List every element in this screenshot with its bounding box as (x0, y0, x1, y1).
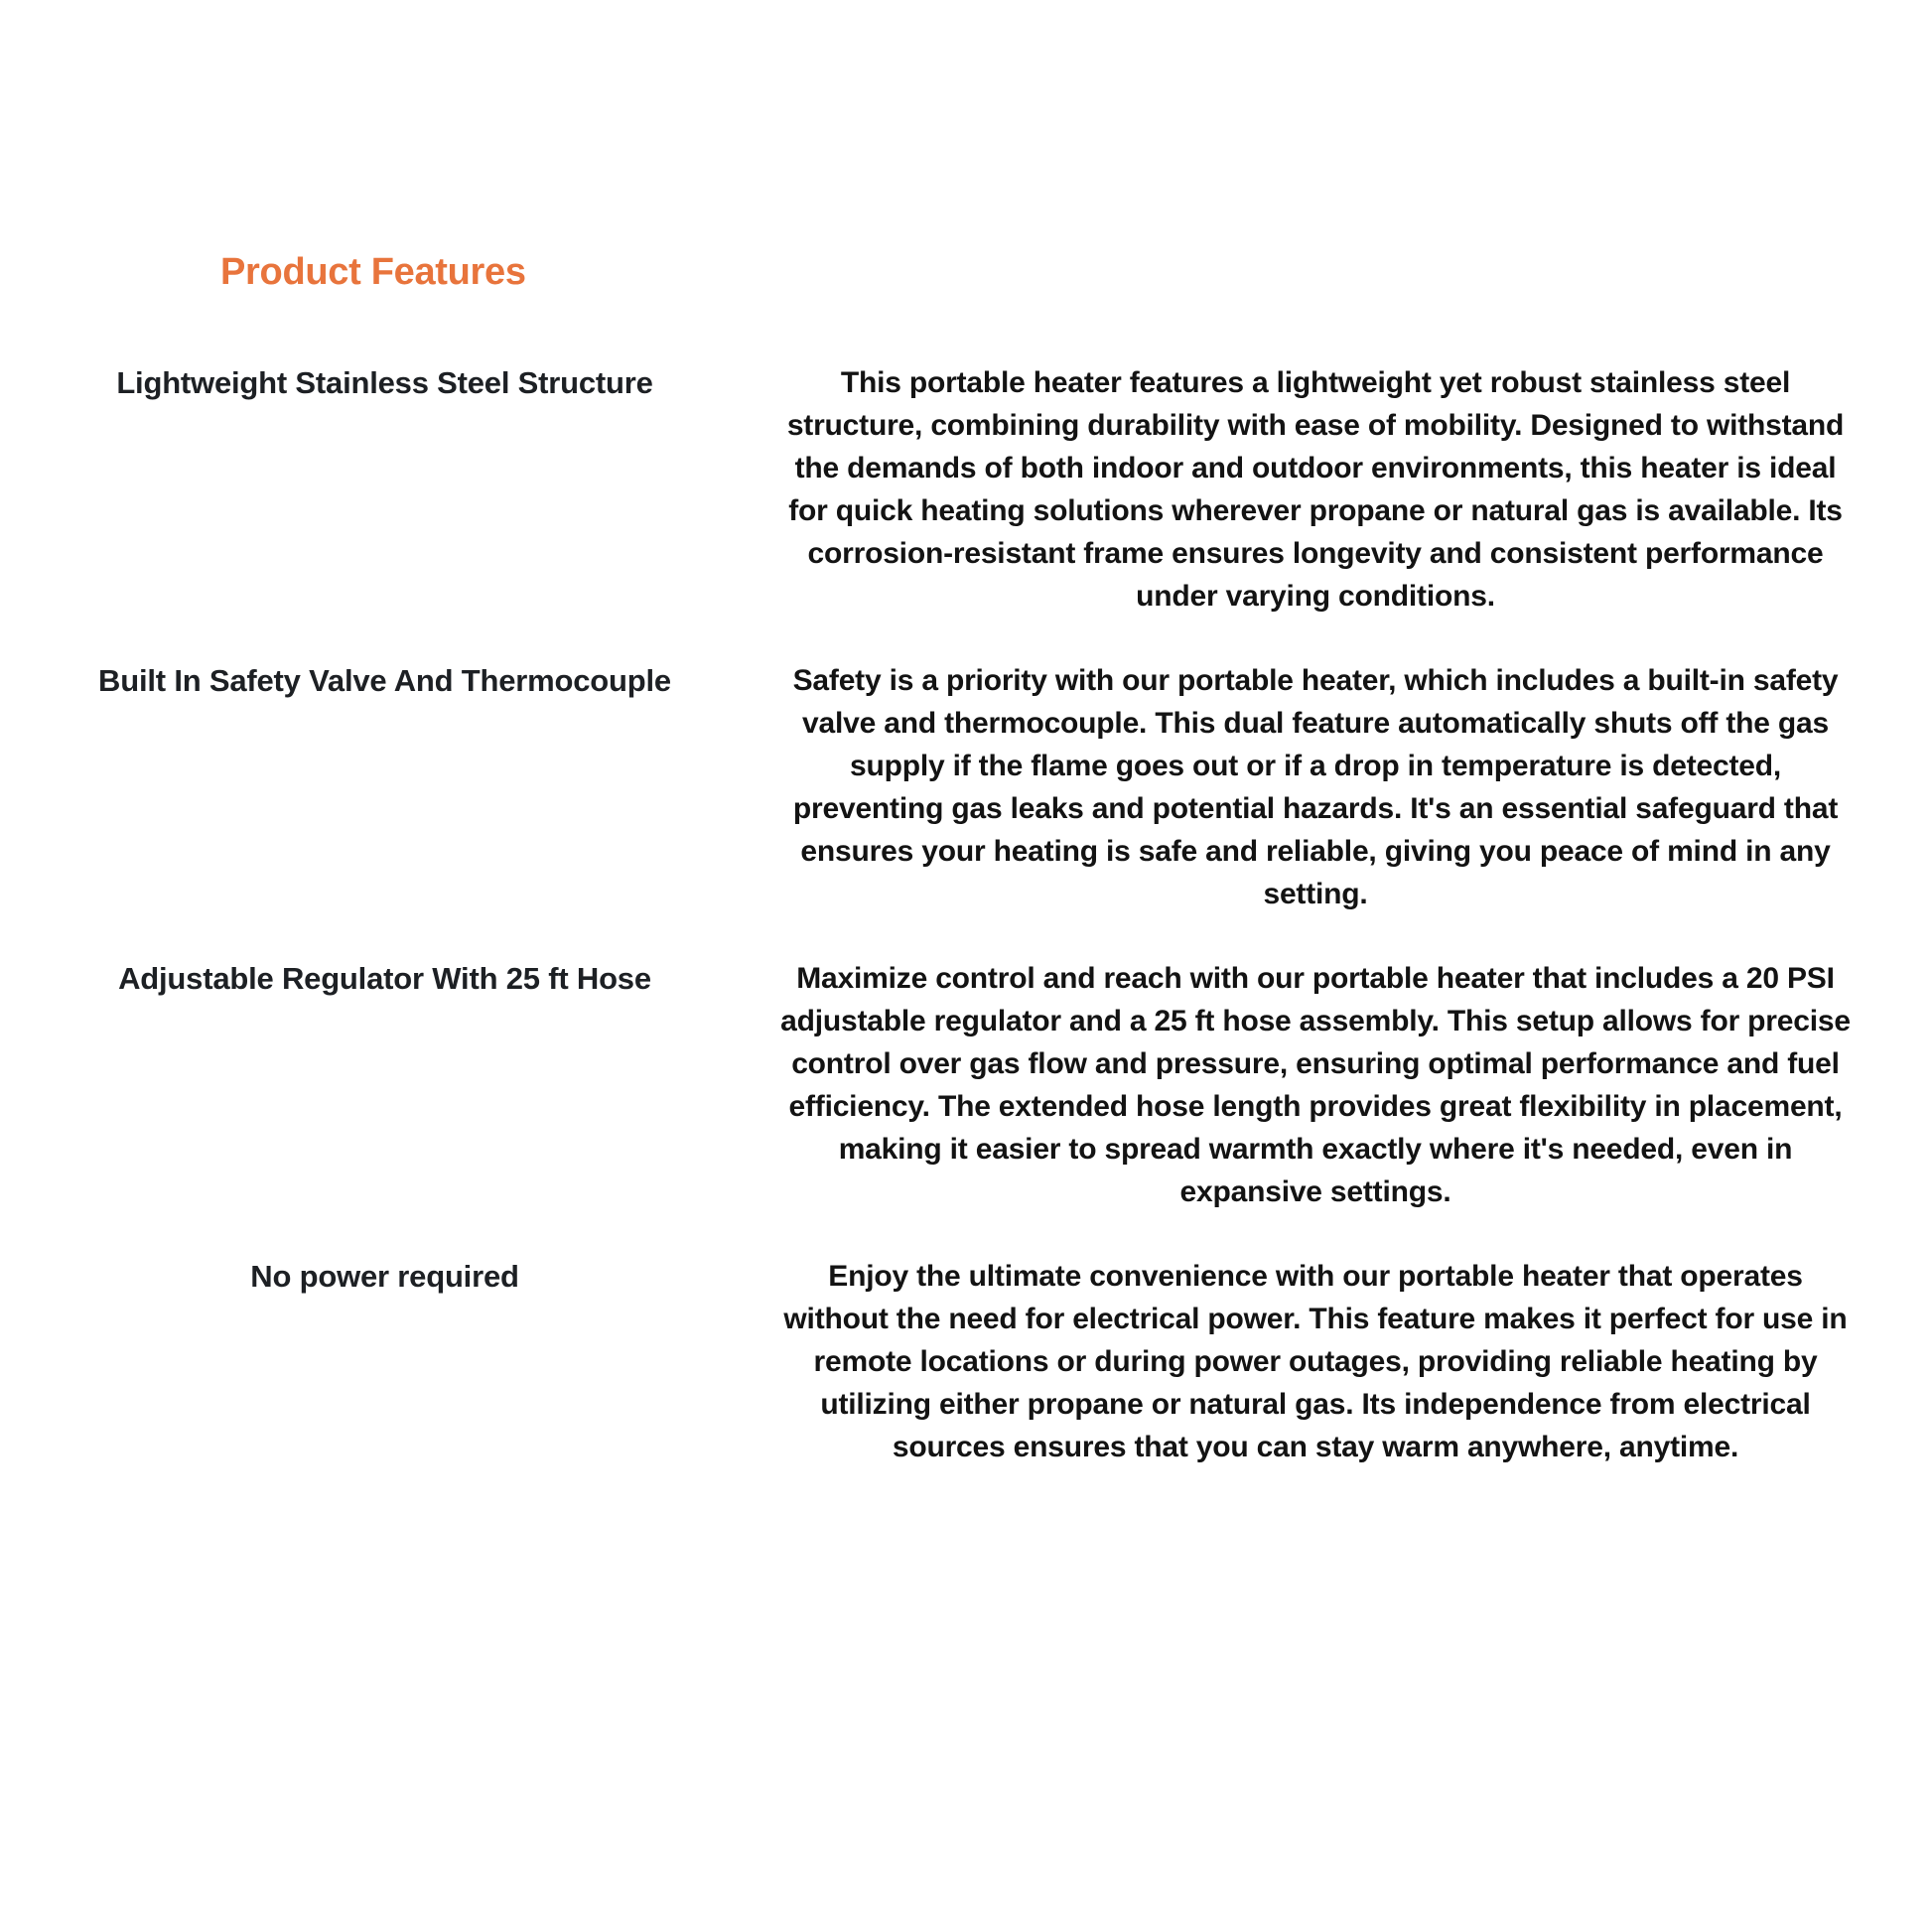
feature-table (0, 361, 1932, 1468)
page-title: Product Features (220, 251, 526, 293)
feature-description: Safety is a priority with our portable heater, which includes a built-in safety valve and thermocouple. This dual feature automatically shuts off the gas supply if the flame goes out or if a drop in temperature is detected, preventing gas leaks and potential hazards. It's an essential safeguard that ensures your heating is safe and reliable, giving you peace of mind in any setting. (792, 664, 1839, 910)
feature-row (0, 1255, 1932, 1468)
feature-description: Enjoy the ultimate convenience with our portable heater that operates without the need for electrical power. This feature makes it perfect for use in remote locations or during power outages, providing reliable heating by utilizing either propane or natural gas. Its independence from electrical sources ensures that you can stay warm anywhere, anytime. (783, 1260, 1848, 1463)
feature-title: Built In Safety Valve And Thermocouple (98, 663, 671, 698)
feature-title: No power required (250, 1259, 519, 1294)
feature-row (0, 659, 1932, 915)
feature-description: Maximize control and reach with our portable heater that includes a 20 PSI adjustable regulator and a 25 ft hose assembly. This setup allows for precise control over gas flow and pressure, ensuring optimal performance and fuel efficiency. The extended hose length provides great flexibility in placement, making it easier to spread warmth exactly where it's needed, even in expansive settings. (780, 962, 1851, 1208)
feature-description: This portable heater features a lightweight yet robust stainless steel structure, combining durability with ease of mobility. Designed to withstand the demands of both indoor and outdoor environments, this heater is ideal for quick heating solutions wherever propane or natural gas is available. Its corrosion-resistant frame ensures longevity and consistent performance under varying conditions. (786, 366, 1845, 613)
feature-title: Lightweight Stainless Steel Structure (116, 365, 653, 400)
feature-title: Adjustable Regulator With 25 ft Hose (118, 961, 651, 996)
feature-row (0, 361, 1932, 618)
feature-row (0, 957, 1932, 1213)
